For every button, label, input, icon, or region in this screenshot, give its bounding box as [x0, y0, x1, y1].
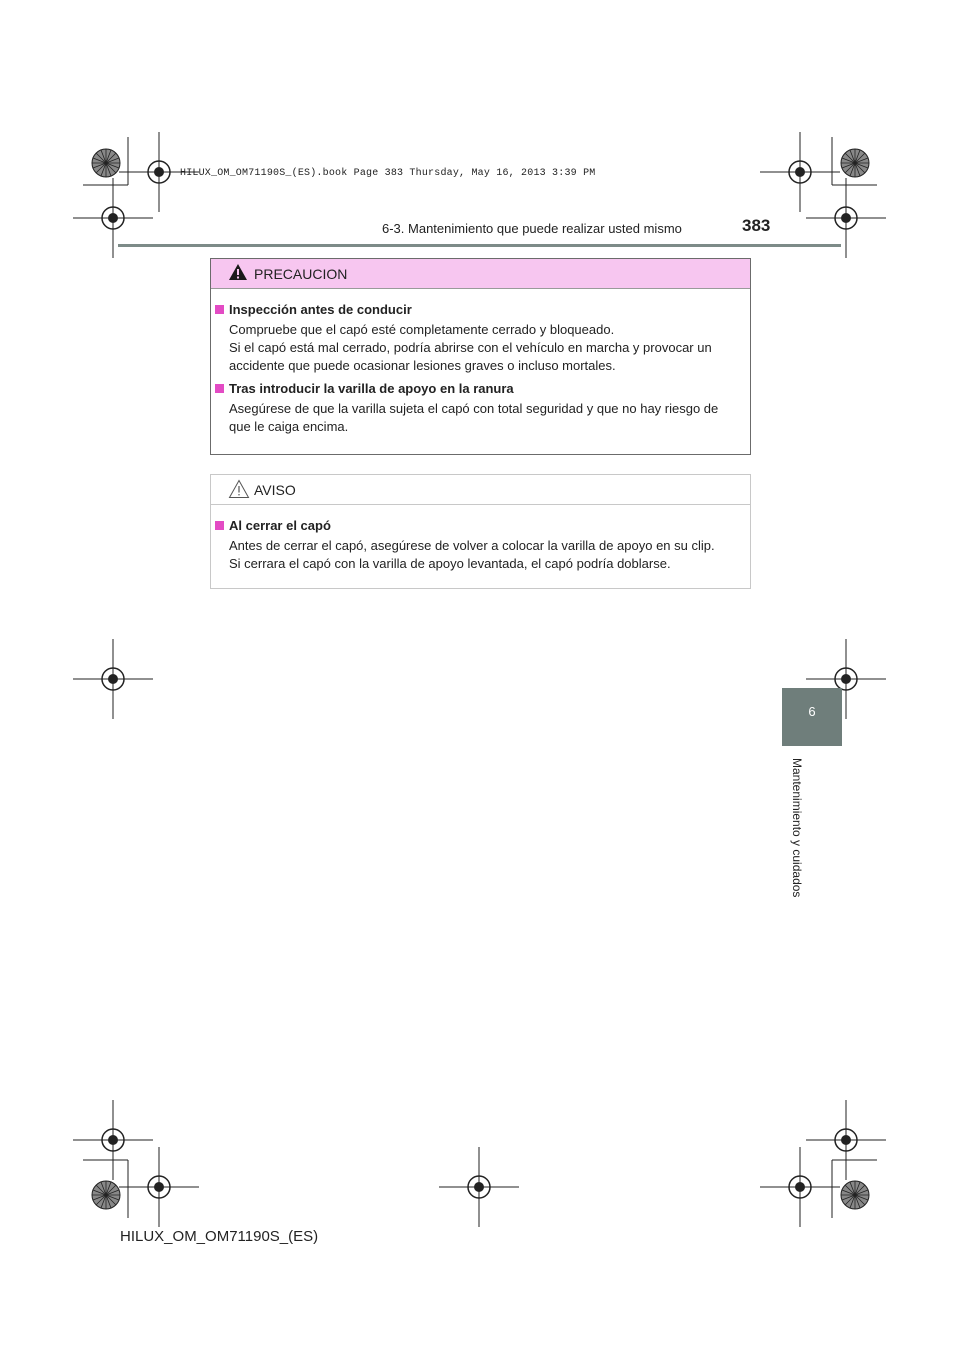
- item-heading: Tras introducir la varilla de apoyo en la ranura: [229, 381, 514, 396]
- page-number: 383: [742, 216, 771, 235]
- header-rule: [118, 244, 841, 247]
- item-line: Compruebe que el capó esté completamente cerrado y bloqueado.: [229, 322, 615, 337]
- item-heading: Al cerrar el capó: [229, 518, 331, 533]
- aviso-header: [211, 475, 750, 505]
- precaucion-box: [210, 258, 751, 455]
- bullet-square-icon: [215, 521, 224, 530]
- precaucion-item: [211, 381, 750, 436]
- section-title: 6-3. Mantenimiento que puede realizar usted mismo: [382, 221, 682, 236]
- precaucion-title: PRECAUCION: [254, 266, 348, 282]
- item-line: Antes de cerrar el capó, asegúrese de volver a colocar la varilla de apoyo en su clip.: [229, 538, 715, 553]
- item-line: accidente que puede ocasionar lesiones graves o incluso mortales.: [229, 358, 616, 373]
- precaucion-header: [211, 259, 750, 289]
- aviso-title: AVISO: [254, 482, 296, 498]
- item-line: Si el capó está mal cerrado, podría abrirse con el vehículo en marcha y provocar un: [229, 340, 712, 355]
- bullet-square-icon: [215, 305, 224, 314]
- chapter-label-wrap: [790, 758, 804, 908]
- aviso-box: [210, 474, 751, 589]
- footer-doc-code: HILUX_OM_OM71190S_(ES): [120, 1228, 319, 1245]
- chapter-number: 6: [808, 704, 816, 719]
- warning-icon: [228, 263, 248, 281]
- item-line: Asegúrese de que la varilla sujeta el capó con total seguridad y que no hay riesgo de: [229, 401, 719, 416]
- aviso-item: [211, 518, 750, 573]
- item-line: que le caiga encima.: [229, 419, 349, 434]
- warning-outline-icon: [228, 479, 250, 499]
- item-heading: Inspección antes de conducir: [229, 302, 412, 317]
- print-slug: HILUX_OM_OM71190S_(ES).book Page 383 Thursday, May 16, 2013 3:39 PM: [180, 168, 596, 179]
- chapter-label: Mantenimiento y cuidados: [790, 758, 804, 898]
- bullet-square-icon: [215, 384, 224, 393]
- precaucion-item: [211, 302, 750, 375]
- item-line: Si cerrara el capó con la varilla de apoyo levantada, el capó podría doblarse.: [229, 556, 671, 571]
